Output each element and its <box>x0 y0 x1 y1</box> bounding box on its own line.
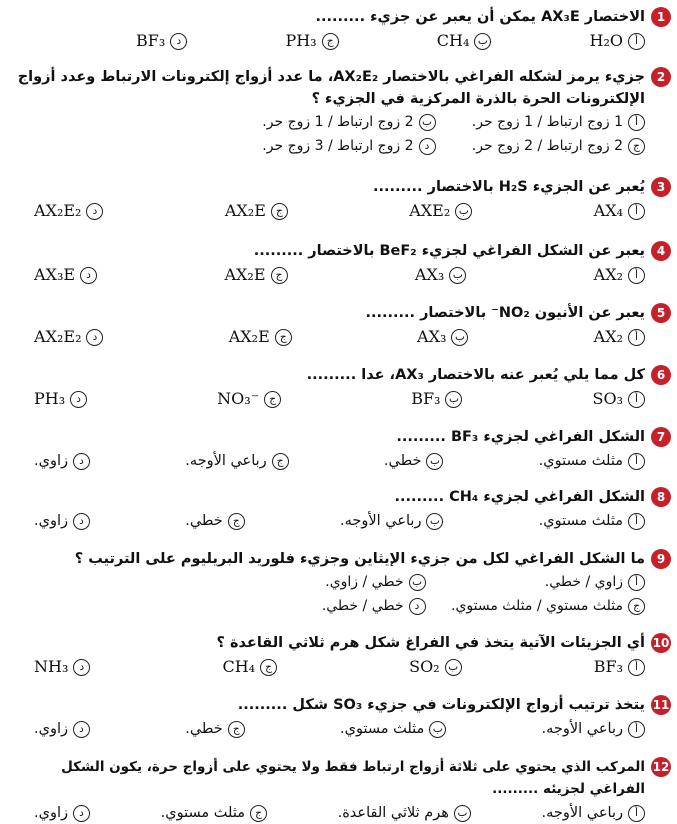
option-d[interactable]: د BF₃ <box>136 30 187 52</box>
option-c[interactable]: ج مثلث مستوي / مثلث مستوي. <box>426 596 646 616</box>
option-b[interactable]: ب AX₃ <box>417 326 468 348</box>
question-text: يتخذ ترتيب أزواج الإلكترونات في جزيء SO₃ شكل ......... <box>237 697 645 713</box>
question-number: 10 <box>651 633 671 653</box>
option-d[interactable]: د زاوي. <box>34 510 90 532</box>
question-10 <box>6 632 671 678</box>
option-d[interactable]: د PH₃ <box>34 388 87 410</box>
option-b[interactable]: ب رباعي الأوجه. <box>340 510 443 532</box>
question-2 <box>6 66 671 156</box>
option-d[interactable]: د AX₂E₂ <box>34 200 103 222</box>
option-c[interactable]: ج رباعي الأوجه. <box>185 450 288 472</box>
question-text: يعبر عن الأنيون NO₂⁻ بالاختصار ......... <box>365 305 645 321</box>
option-c[interactable]: ج 2 زوج ارتباط / 2 زوج حر. <box>436 136 646 156</box>
question-12 <box>6 756 671 824</box>
question-9 <box>6 548 671 616</box>
question-number: 2 <box>651 67 671 87</box>
question-3 <box>6 176 671 222</box>
question-4 <box>6 240 671 286</box>
option-c[interactable]: ج خطي. <box>185 718 245 740</box>
option-b[interactable]: ب CH₄ <box>437 30 492 52</box>
option-b[interactable]: ب SO₂ <box>409 656 462 678</box>
question-text: الشكل الفراغي لجزيء BF₃ ......... <box>396 429 645 445</box>
question-text: يعبر عن الشكل الفراغي لجزيء BeF₂ بالاختصار ......... <box>253 243 645 259</box>
question-number: 12 <box>651 757 671 777</box>
option-d[interactable]: د AX₂E₂ <box>34 326 103 348</box>
question-text: أي الجزيئات الآتية يتخذ في الفراغ شكل هرم ثلاثي القاعدة ؟ <box>216 635 645 651</box>
option-c[interactable]: ج AX₂E <box>229 326 292 348</box>
question-number: 9 <box>651 549 671 569</box>
question-text: المركب الذي يحتوي على ثلاثة أزواج ارتباط فقط ولا يحتوي على أزواج حرة، يكون الشكل الفراغي لجزيئه ......... <box>61 759 645 797</box>
option-d[interactable]: د زاوي. <box>34 450 90 472</box>
option-c[interactable]: ج CH₄ <box>222 656 277 678</box>
option-b[interactable]: ب خطي / زاوي. <box>206 572 426 592</box>
option-a[interactable]: أ AX₂ <box>594 264 645 286</box>
question-number: 8 <box>651 487 671 507</box>
option-b[interactable]: ب 2 زوج ارتباط / 1 زوج حر. <box>226 112 436 132</box>
option-a[interactable]: أ SO₃ <box>593 388 646 410</box>
question-text: الاختصار AX₃E يمكن أن يعبر عن جزيء ......... <box>315 9 645 25</box>
question-number: 11 <box>651 695 671 715</box>
option-a[interactable]: أ رباعي الأوجه. <box>542 718 645 740</box>
option-d[interactable]: د NH₃ <box>34 656 90 678</box>
option-b[interactable]: ب مثلث مستوي. <box>340 718 446 740</box>
question-number: 5 <box>651 303 671 323</box>
question-number: 7 <box>651 427 671 447</box>
option-b[interactable]: ب هرم ثلاثي القاعدة. <box>338 802 471 824</box>
option-a[interactable]: أ H₂O <box>590 30 645 52</box>
option-c[interactable]: ج PH₃ <box>285 30 338 52</box>
option-d[interactable]: د AX₃E <box>34 264 97 286</box>
question-text: كل مما يلي يُعبر عنه بالاختصار AX₃، عدا ......... <box>306 367 645 383</box>
option-c[interactable]: ج خطي. <box>185 510 245 532</box>
option-c[interactable]: ج AX₂E <box>225 200 288 222</box>
question-8 <box>6 486 671 532</box>
option-b[interactable]: ب BF₃ <box>411 388 462 410</box>
question-1 <box>6 6 671 52</box>
option-c[interactable]: ج AX₂E <box>224 264 287 286</box>
question-text: ما الشكل الفراغي لكل من جزيء الإيثاين وجزيء فلوريد البريليوم على الترتيب ؟ <box>74 551 645 567</box>
question-6 <box>6 364 671 410</box>
question-number: 4 <box>651 241 671 261</box>
option-a[interactable]: أ BF₃ <box>594 656 645 678</box>
question-11 <box>6 694 671 740</box>
question-text: يُعبر عن الجزيء H₂S بالاختصار ......... <box>372 179 645 195</box>
option-d[interactable]: د 2 زوج ارتباط / 3 زوج حر. <box>226 136 436 156</box>
option-a[interactable]: أ AX₂ <box>594 326 645 348</box>
question-number: 3 <box>651 177 671 197</box>
option-d[interactable]: د خطي / خطي. <box>206 596 426 616</box>
option-d[interactable]: د زاوي. <box>34 802 90 824</box>
option-d[interactable]: د زاوي. <box>34 718 90 740</box>
question-number: 6 <box>651 365 671 385</box>
option-b[interactable]: ب AXE₂ <box>409 200 472 222</box>
option-a[interactable]: أ مثلث مستوي. <box>539 450 645 472</box>
option-c[interactable]: ج مثلث مستوي. <box>161 802 267 824</box>
question-5 <box>6 302 671 348</box>
option-a[interactable]: أ 1 زوج ارتباط / 1 زوج حر. <box>436 112 646 132</box>
option-b[interactable]: ب خطي. <box>384 450 444 472</box>
question-number: 1 <box>651 7 671 27</box>
option-b[interactable]: ب AX₃ <box>415 264 466 286</box>
question-text: جزيء يرمز لشكله الفراغي بالاختصار AX₂E₂، ما عدد أزواج إلكترونات الارتباط وعدد أزواج الإلكترونات الحرة بالذرة المركزية في الجزيء ؟ <box>17 69 645 107</box>
option-a[interactable]: أ AX₄ <box>594 200 645 222</box>
option-a[interactable]: أ زاوي / خطي. <box>426 572 646 592</box>
question-text: الشكل الفراغي لجزيء CH₄ ......... <box>394 489 645 505</box>
option-a[interactable]: أ رباعي الأوجه. <box>542 802 645 824</box>
option-c[interactable]: ج NO₃⁻ <box>217 388 281 410</box>
option-a[interactable]: أ مثلث مستوي. <box>539 510 645 532</box>
question-7 <box>6 426 671 472</box>
